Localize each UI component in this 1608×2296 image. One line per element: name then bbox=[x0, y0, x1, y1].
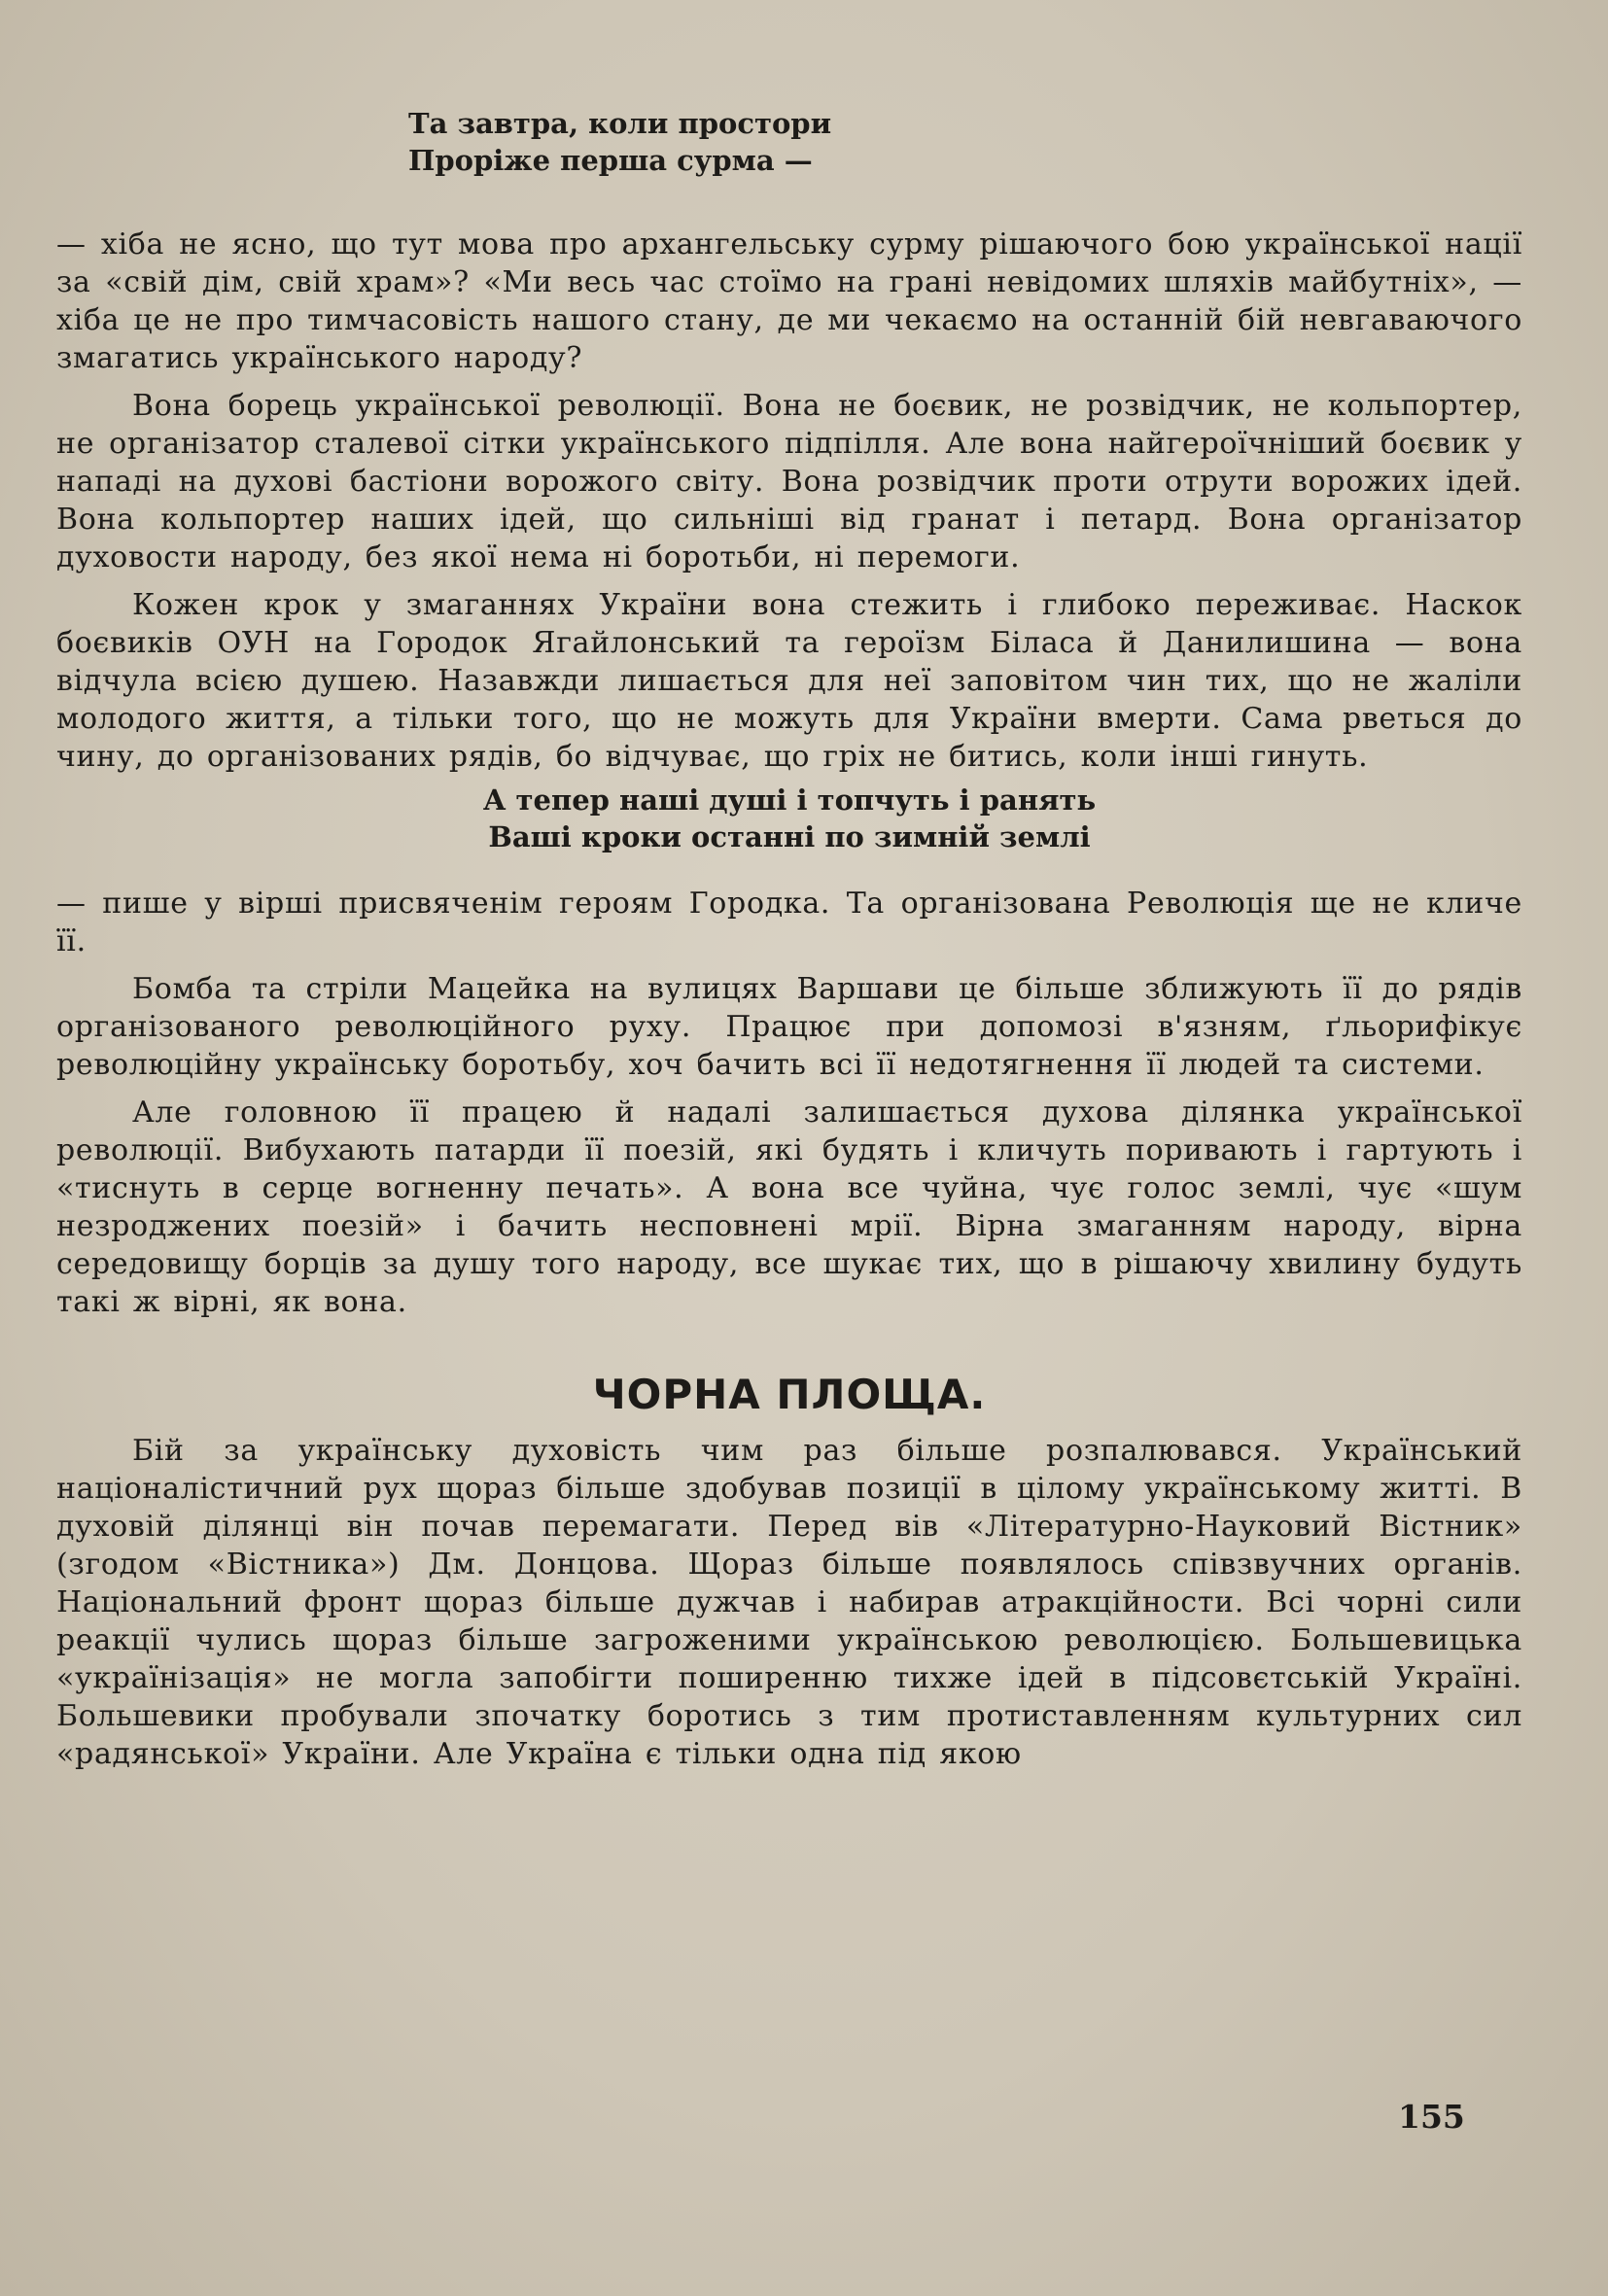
paragraph: Кожен крок у змаганнях України вона стежить і глибоко переживає. Наскок боєвиків ОУН на Городок Ягайлонський та героїзм Біласа й Данилишина — вона відчула всією душею. Назавжди лишається для неї заповітом чин тих, що не жаліли молодого життя, а тільки того, що не можуть для України вмерти. Сама рветься до чину, до організованих рядів, бо відчуває, що гріх не битись, коли інші гинуть. bbox=[56, 588, 1522, 774]
paragraph: Вона борець української революції. Вона не боєвик, не розвідчик, не кольпортер, не організатор сталевої сітки українського підпілля. Але вона найгероїчніший боєвик у нападі на духові бастіони ворожого світу. Вона розвідчик проти отрути ворожих ідей. Вона кольпортер наших ідей, що сильніші від гранат і петард. Вона організатор духовости народу, без якої нема ні боротьби, ні перемоги. bbox=[56, 389, 1522, 574]
page-number: 155 bbox=[1398, 2098, 1465, 2136]
verse-line: Проріже перша сурма — bbox=[408, 144, 813, 177]
paragraph: Бомба та стріли Мацейка на вулицях Варшави це більше зближують її до рядів організованого революційного руху. Працює при допомозі в'язням, ґльорифікує революційну українську боротьбу, хоч бачить всі її недотягнення її людей та системи. bbox=[56, 972, 1522, 1082]
verse-line: А тепер наші душі і топчуть і ранять bbox=[482, 783, 1097, 817]
paragraph: Але головною її працею й надалі залишається духова ділянка української революції. Вибухають патарди її поезій, які будять і кличуть поривають і гартують і «тиснуть в серце вогненну печать». А вона все чуйна, чує голос землі, чує «шум незроджених поезій» і бачить несповнені мрії. Вірна змаганням народу, вірна середовищу борців за душу того народу, все шукає тих, що в рішаючу хвилину будуть такі ж вірні, як вона. bbox=[56, 1096, 1522, 1319]
page-content bbox=[56, 105, 1522, 1773]
paragraph: Бій за українську духовість чим раз більше розпалювався. Український націоналістичний рух щораз більше здобував позиції в цілому українському житті. В духовій ділянці він почав перемагати. Перед вів «Літературно-Науковий Вістник» (згодом «Вістника») Дм. Донцова. Щораз більше появлялось співзвучних органів. Національний фронт щораз більше дужчав і набирав атракційности. Всі чорні сили реакції чулись щораз більше загроженими українською революцією. Большевицька «українізація» не могла запобігти поширенню тихже ідей в підсовєтській Україні. Большевики пробували зпочатку боротись з тим протиставленням культурних сил «радянської» України. Але Україна є тільки одна під якою bbox=[56, 1434, 1522, 1771]
paragraph: — хіба не ясно, що тут мова про архангельську сурму рішаючого бою української нації за «свій дім, свій храм»? «Ми весь час стоїмо на грані невідомих шляхів майбутніх», — хіба це не про тимчасовість нашого стану, де ми чекаємо на останній бій невгаваючого змагатись українського народу? bbox=[56, 227, 1522, 375]
section-title: ЧОРНА ПЛОЩА. bbox=[592, 1371, 987, 1418]
paragraph: — пише у вірші присвяченім героям Городка. Та організована Революція ще не кличе її. bbox=[56, 887, 1522, 958]
verse-line: Ваші кроки останні по зимній землі bbox=[488, 820, 1091, 853]
verse-block-2 bbox=[56, 782, 1522, 855]
verse-line: Та завтра, коли простори bbox=[408, 107, 832, 140]
verse-block-1 bbox=[56, 105, 1283, 179]
